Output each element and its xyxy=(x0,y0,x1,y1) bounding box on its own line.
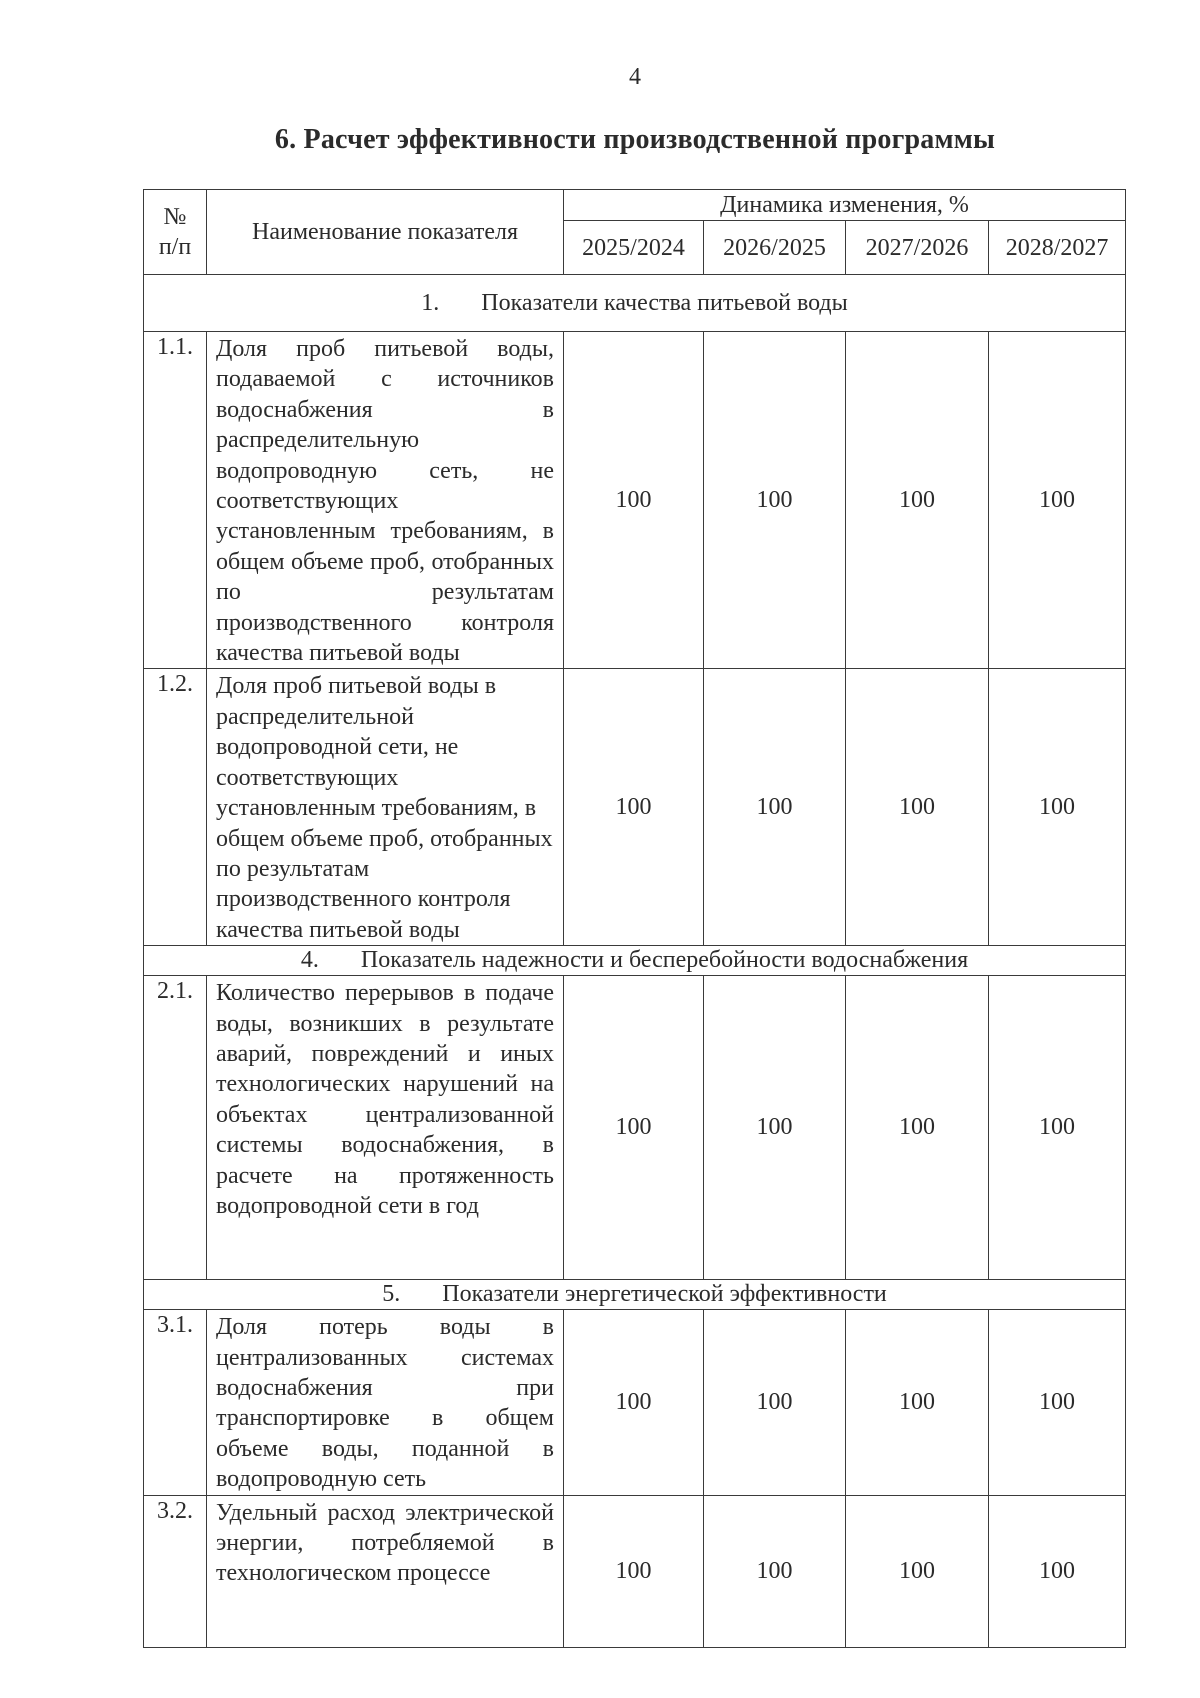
section-number: 4. xyxy=(300,947,319,974)
table-row xyxy=(144,1495,1126,1647)
row-value: 100 xyxy=(564,1495,704,1647)
section-heading xyxy=(144,1280,1126,1310)
section-title: Показатели энергетической эффективности xyxy=(442,1281,887,1308)
row-value: 100 xyxy=(704,976,846,1280)
section-heading xyxy=(144,946,1126,976)
table-row xyxy=(144,669,1126,946)
row-value: 100 xyxy=(564,669,704,946)
row-number: 1.2. xyxy=(144,669,207,946)
section-heading xyxy=(144,275,1126,332)
period-header: 2027/2026 xyxy=(846,221,989,275)
dynamics-header: Динамика изменения, % xyxy=(564,190,1126,221)
row-value: 100 xyxy=(846,1310,989,1495)
col-name-header: Наименование показателя xyxy=(207,190,564,275)
row-number: 2.1. xyxy=(144,976,207,1280)
section-row xyxy=(144,1280,1126,1310)
table-header-row xyxy=(144,190,1126,221)
row-number: 1.1. xyxy=(144,332,207,669)
row-number: 3.2. xyxy=(144,1495,207,1647)
row-value: 100 xyxy=(846,1495,989,1647)
row-value: 100 xyxy=(846,332,989,669)
row-value: 100 xyxy=(989,669,1126,946)
period-header: 2028/2027 xyxy=(989,221,1126,275)
row-value: 100 xyxy=(846,669,989,946)
row-indicator-name: Количество перерывов в подаче воды, возникших в результате аварий, повреждений и иных технологических нарушений на объектах централизованной системы водоснабжения, в расчете на протяженность водопроводной сети в год xyxy=(207,976,564,1280)
row-indicator-name: Доля проб питьевой воды, подаваемой с источников водоснабжения в распределительную водопроводную сеть, не соответствующих установленным требованиям, в общем объеме проб, отобранных по результатам производственного контроля качества питьевой воды xyxy=(207,332,564,669)
row-value: 100 xyxy=(989,1310,1126,1495)
row-value: 100 xyxy=(564,976,704,1280)
table-row xyxy=(144,1310,1126,1495)
row-indicator-name: Удельный расход электрической энергии, потребляемой в технологическом процессе xyxy=(207,1495,564,1647)
document-title: 6. Расчет эффективности производственной программы xyxy=(274,124,996,155)
period-header: 2025/2024 xyxy=(564,221,704,275)
row-value: 100 xyxy=(564,1310,704,1495)
col-num-header: № п/п xyxy=(144,190,207,275)
row-value: 100 xyxy=(704,1495,846,1647)
section-row xyxy=(144,275,1126,332)
row-value: 100 xyxy=(704,1310,846,1495)
section-title: Показатель надежности и бесперебойности водоснабжения xyxy=(360,947,969,974)
page-number: 4 xyxy=(629,64,641,90)
row-indicator-name: Доля проб питьевой воды в распределительной водопроводной сети, не соответствующих установленным требованиям, в общем объеме проб, отобранных по результатам производственного контроля качества питьевой воды xyxy=(207,669,564,946)
row-value: 100 xyxy=(846,976,989,1280)
row-value: 100 xyxy=(564,332,704,669)
row-value: 100 xyxy=(989,976,1126,1280)
section-title: Показатели качества питьевой воды xyxy=(481,289,848,316)
section-number: 5. xyxy=(382,1281,401,1308)
section-row xyxy=(144,946,1126,976)
row-value: 100 xyxy=(704,332,846,669)
row-value: 100 xyxy=(704,669,846,946)
row-value: 100 xyxy=(989,332,1126,669)
efficiency-table xyxy=(143,189,1126,1648)
table-row xyxy=(144,976,1126,1280)
row-indicator-name: Доля потерь воды в централизованных системах водоснабжения при транспортировке в общем объеме воды, поданной в водопроводную сеть xyxy=(207,1310,564,1495)
row-value: 100 xyxy=(989,1495,1126,1647)
section-number: 1. xyxy=(421,289,440,316)
row-number: 3.1. xyxy=(144,1310,207,1495)
period-header: 2026/2025 xyxy=(704,221,846,275)
table-row xyxy=(144,332,1126,669)
